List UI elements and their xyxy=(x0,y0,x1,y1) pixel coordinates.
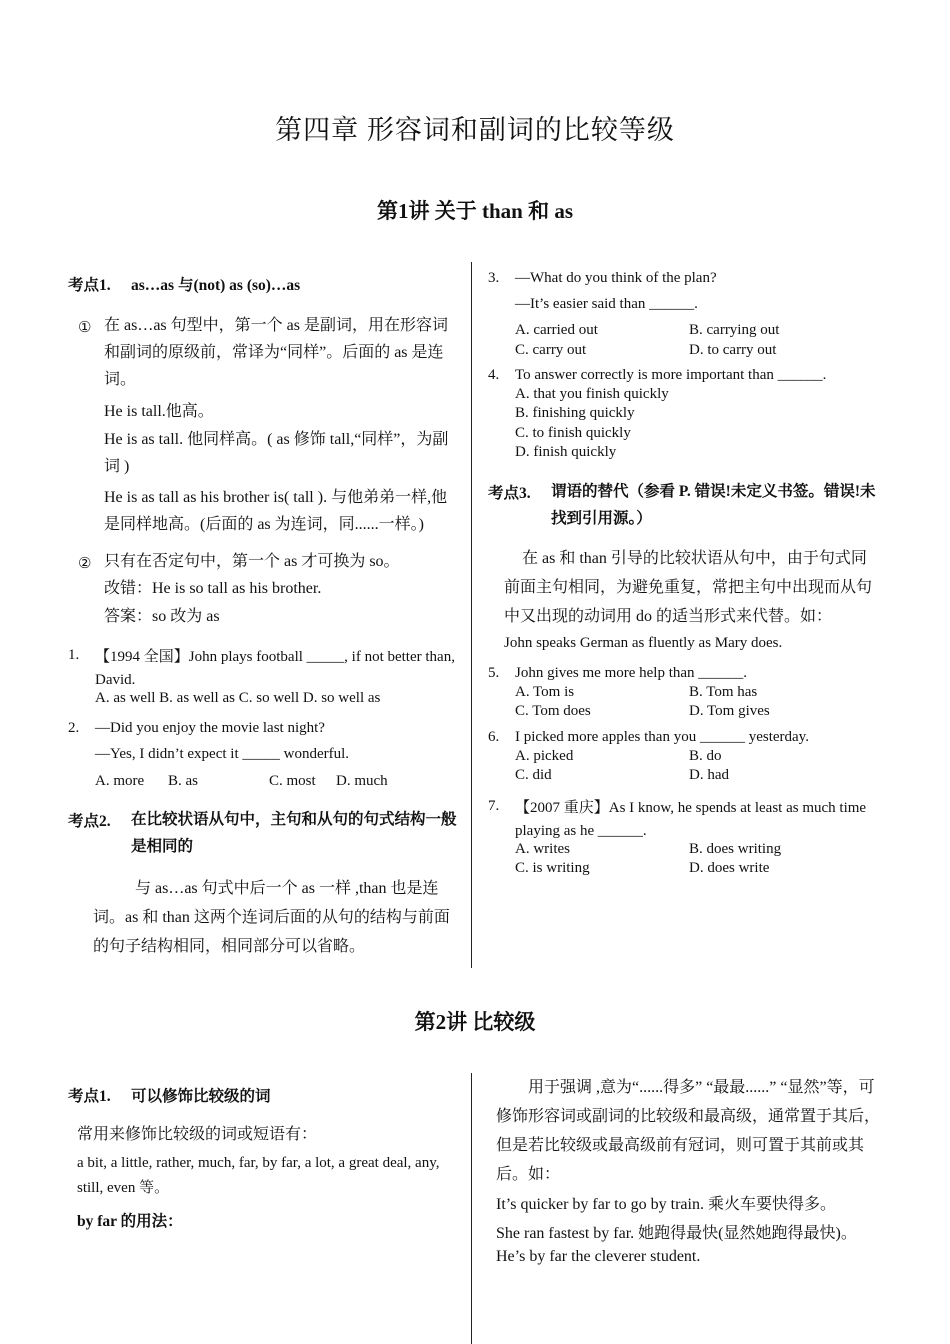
kp2-label: 考点2. xyxy=(68,813,111,830)
question-1-stem: 【1994 全国】John plays football _____, if not better than, David. xyxy=(95,649,455,688)
question-3-option-b: B. carrying out xyxy=(689,322,780,338)
modifier-intro: 常用来修饰比较级的词或短语有： xyxy=(77,1126,318,1143)
error-correction: 改错：He is so tall as his brother. xyxy=(104,580,322,597)
question-7-stem: 【2007 重庆】As I know, he spends at least as much time playing as he ______. xyxy=(515,800,867,839)
question-5-option-d: D. Tom gives xyxy=(689,703,770,719)
question-1-options: A. as well B. as well as C. so well D. so well as xyxy=(95,690,381,706)
by-far-example-3: He’s by far the cleverer student. xyxy=(496,1248,701,1265)
lecture-2-title: 第2讲 比较级 xyxy=(414,1010,536,1034)
question-4-number: 4. xyxy=(488,367,500,383)
kp3-title: 谓语的替代（参看 P. 错误!未定义书签。错误!未找到引用源。） xyxy=(551,483,876,527)
kp3-example: John speaks German as fluently as Mary does. xyxy=(504,635,783,651)
question-2-option-d: D. much xyxy=(336,773,388,789)
circle-two-marker: ② xyxy=(78,556,92,572)
chapter-title: 第四章 形容词和副词的比较等级 xyxy=(275,115,675,145)
question-5-option-b: B. Tom has xyxy=(689,684,758,700)
question-1-number: 1. xyxy=(68,647,80,663)
question-2-line-2: —Yes, I didn’t expect it _____ wonderful. xyxy=(95,746,350,762)
column-divider-2 xyxy=(471,1073,472,1344)
question-3-line-2: —It’s easier said than ______. xyxy=(515,296,698,312)
question-3-option-a: A. carried out xyxy=(515,322,598,338)
question-2-line-1: —Did you enjoy the movie last night? xyxy=(95,720,325,736)
kp3-explanation: 在 as 和 than 引导的比较状语从句中，由于句式同前面主句相同，为避免重复，常把主句中出现而从句中又出现的动词用 do 的适当形式来代替。如： xyxy=(504,550,873,625)
by-far-heading: by far 的用法： xyxy=(77,1213,183,1230)
question-7-option-a: A. writes xyxy=(515,841,570,857)
question-5-number: 5. xyxy=(488,665,500,681)
question-7-option-d: D. does write xyxy=(689,860,770,876)
question-6-option-b: B. do xyxy=(689,748,722,764)
circle-one-marker: ① xyxy=(78,320,92,336)
question-7-option-c: C. is writing xyxy=(515,860,590,876)
question-5-option-c: C. Tom does xyxy=(515,703,591,719)
question-6-option-d: D. had xyxy=(689,767,729,783)
question-2-option-a: A. more xyxy=(95,773,145,789)
example-3: He is as tall as his brother is( tall ). 与他弟弟一样,他是同样地高。(后面的 as 为连词，同......一样。) xyxy=(104,489,448,533)
question-3-line-1: —What do you think of the plan? xyxy=(515,270,717,286)
question-6-number: 6. xyxy=(488,729,500,745)
question-7-number: 7. xyxy=(488,798,500,814)
l2-kp1-label: 考点1. xyxy=(68,1088,111,1105)
question-2-number: 2. xyxy=(68,720,80,736)
question-4-option-a: A. that you finish quickly xyxy=(515,386,669,402)
kp1-label: 考点1. xyxy=(68,277,111,294)
question-6-option-a: A. picked xyxy=(515,748,574,764)
question-4-option-d: D. finish quickly xyxy=(515,444,617,460)
example-1: He is tall.他高。 xyxy=(104,403,214,420)
question-5-option-a: A. Tom is xyxy=(515,684,575,700)
by-far-example-1: It’s quicker by far to go by train. 乘火车要快得多。 xyxy=(496,1196,836,1213)
question-2-option-b: B. as xyxy=(168,773,198,789)
question-3-option-c: C. carry out xyxy=(515,342,587,358)
by-far-example-2: She ran fastest by far. 她跑得最快(显然她跑得最快)。 xyxy=(496,1225,857,1242)
by-far-explanation: 用于强调 ,意为“......得多” “最最......” “显然”等，可修饰形容词或副词的比较级和最高级，通常置于其后，但是若比较级或最高级前有冠词，则可置于其前或其后。如： xyxy=(496,1079,881,1183)
column-divider xyxy=(471,262,472,968)
kp2-title: 在比较状语从句中，主句和从句的句式结构一般是相同的 xyxy=(131,811,457,855)
question-7-option-b: B. does writing xyxy=(689,841,782,857)
correction-answer: 答案：so 改为 as xyxy=(104,608,220,625)
question-6-option-c: C. did xyxy=(515,767,552,783)
lecture-1-title: 第1讲 关于 than 和 as xyxy=(376,199,574,223)
negative-rule: 只有在否定句中，第一个 as 才可换为 so。 xyxy=(104,553,400,570)
question-3-number: 3. xyxy=(488,270,500,286)
question-2-option-c: C. most xyxy=(269,773,316,789)
kp2-explanation: 与 as…as 句式中后一个 as 一样 ,than 也是连词。as 和 than 这两个连词后面的从句的结构与前面的句子结构相同，相同部分可以省略。 xyxy=(93,880,450,955)
question-4-option-b: B. finishing quickly xyxy=(515,405,635,421)
kp3-label: 考点3. xyxy=(488,485,531,502)
question-3-option-d: D. to carry out xyxy=(689,342,777,358)
kp1-title: as…as 与(not) as (so)…as xyxy=(131,277,301,294)
l2-kp1-title: 可以修饰比较级的词 xyxy=(131,1088,271,1105)
modifier-word-list: a bit, a little, rather, much, far, by far, a lot, a great deal, any, still, even 等。 xyxy=(77,1155,440,1196)
as-as-explanation: 在 as…as 句型中，第一个 as 是副词，用在形容词和副词的原级前，常译为“同样”。后面的 as 是连词。 xyxy=(104,317,448,388)
question-4-option-c: C. to finish quickly xyxy=(515,425,631,441)
question-4-stem: To answer correctly is more important than ______. xyxy=(515,367,827,383)
question-5-stem: John gives me more help than ______. xyxy=(515,665,748,681)
example-2: He is as tall. 他同样高。( as 修饰 tall,“同样”，为副词 ) xyxy=(104,431,449,475)
question-6-stem: I picked more apples than you ______ yesterday. xyxy=(515,729,809,745)
